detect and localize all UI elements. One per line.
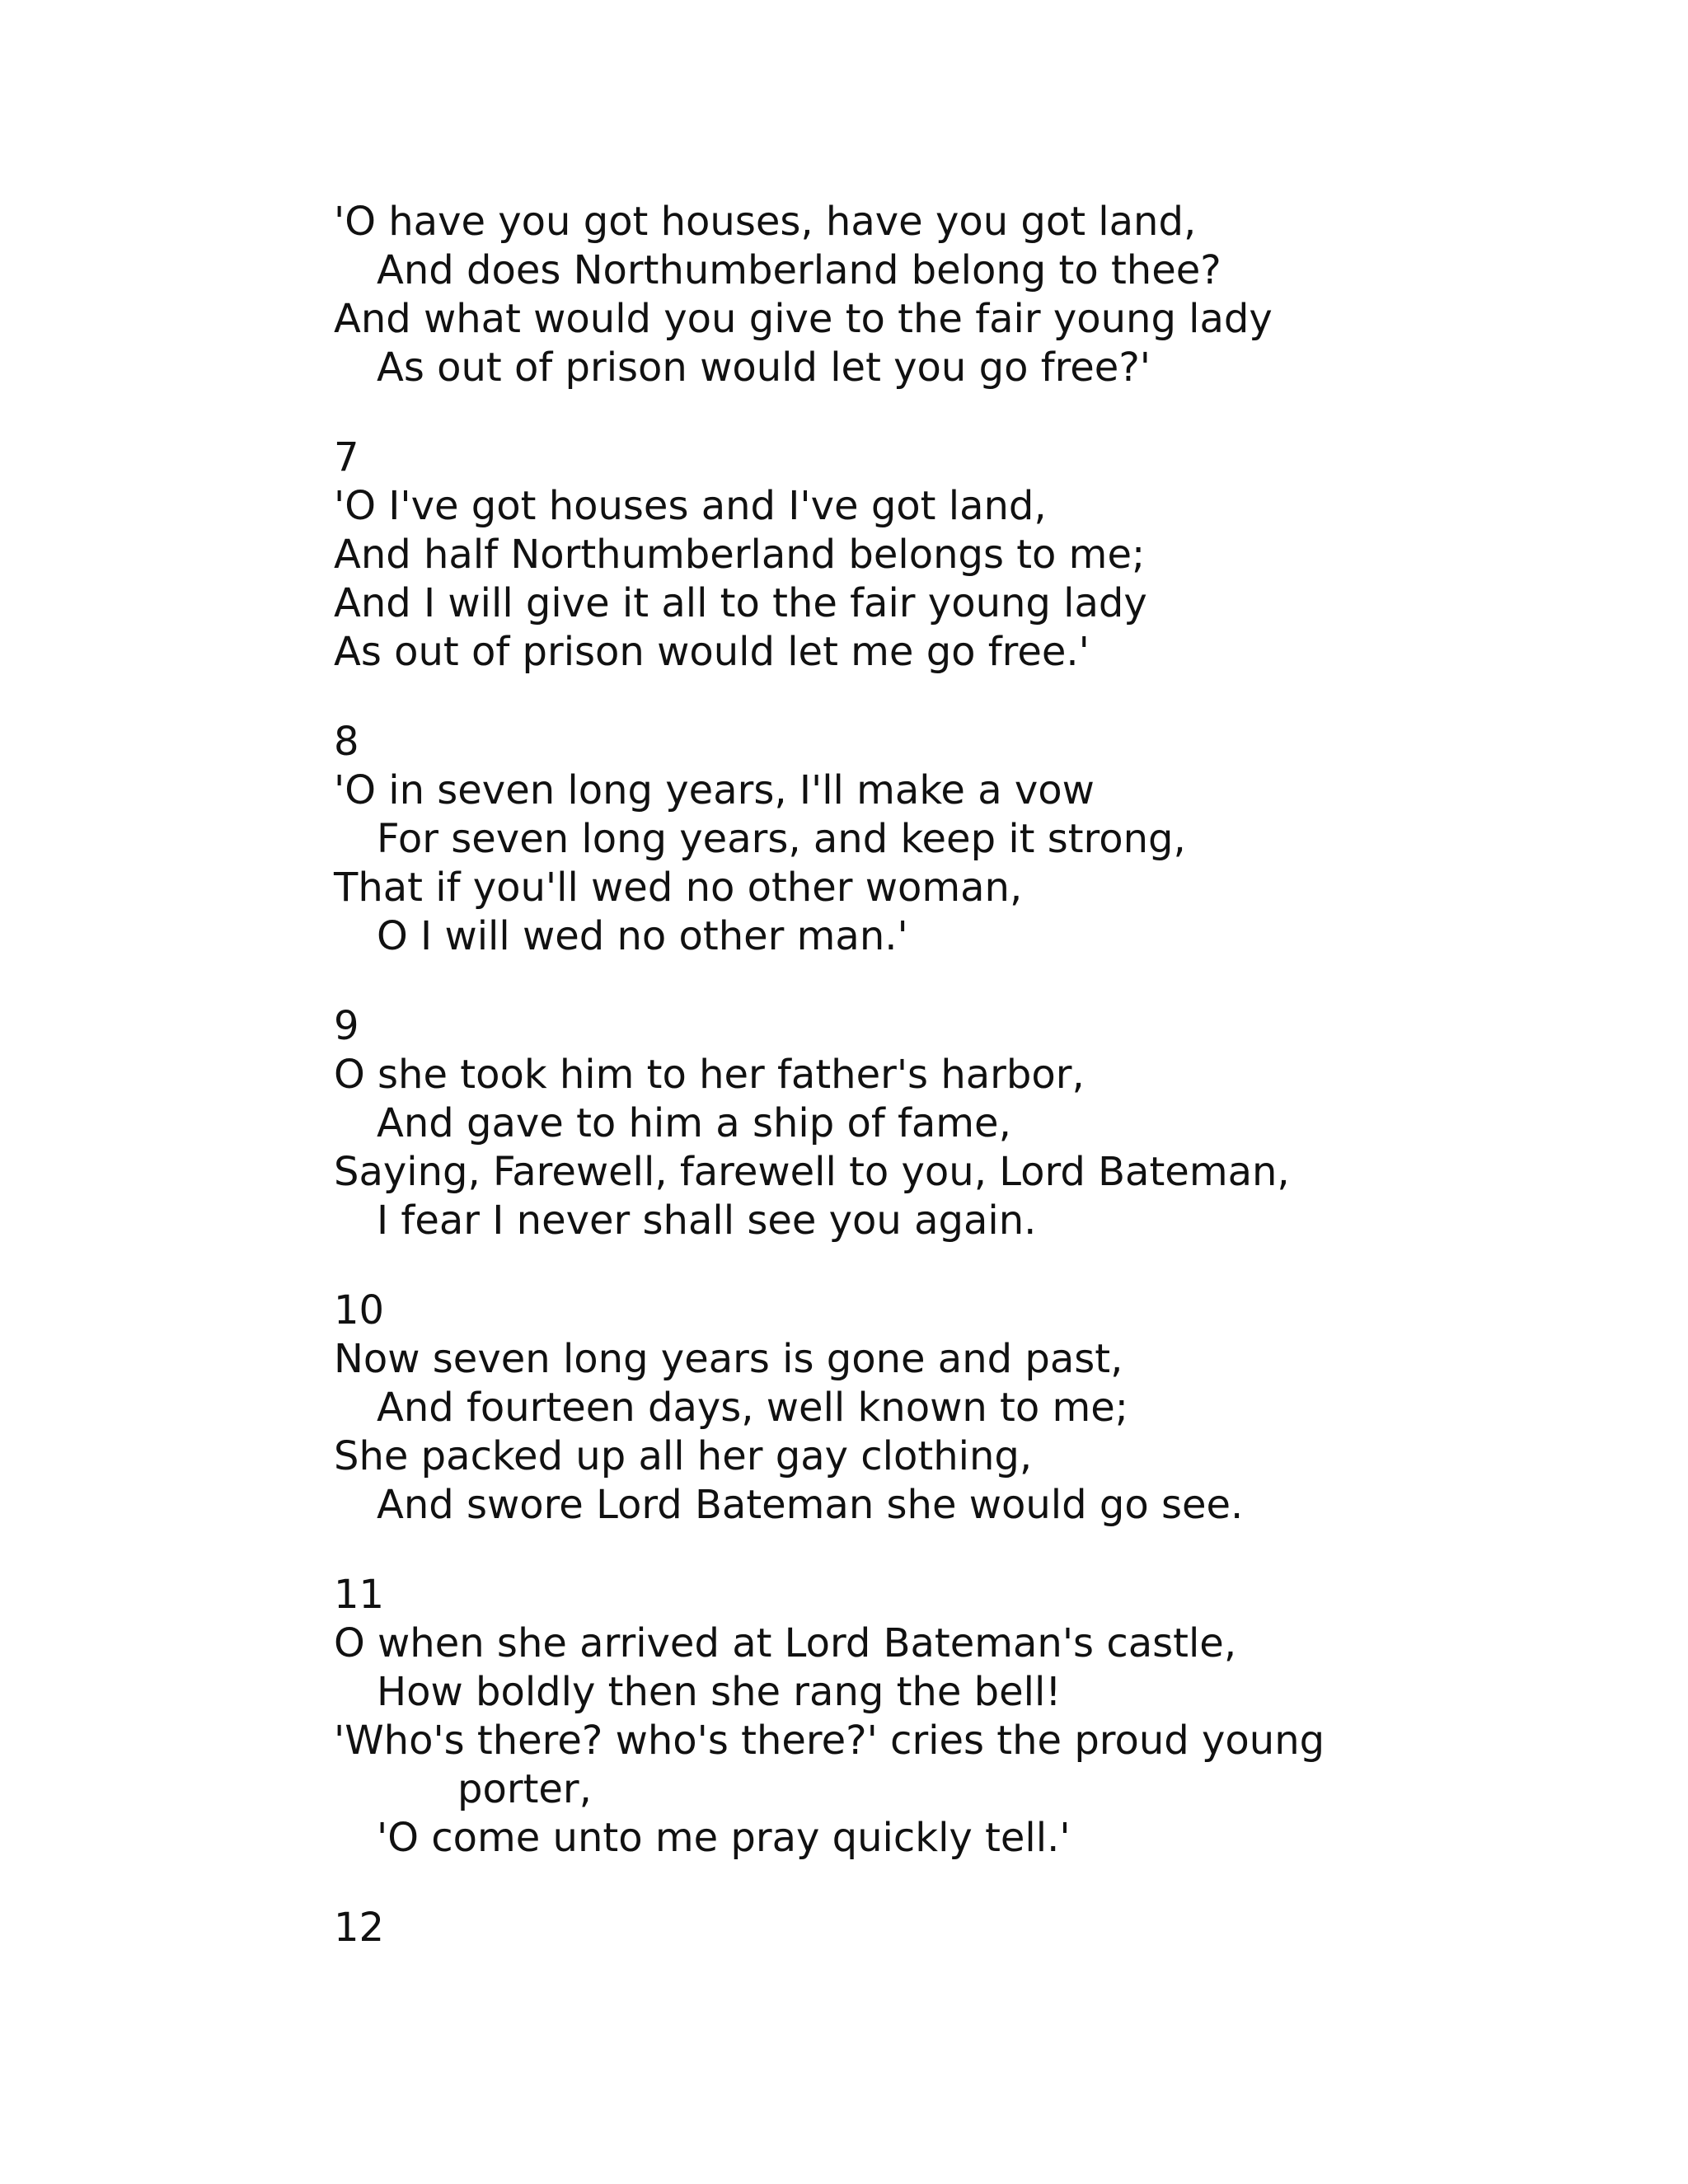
stanza-number: 7 [334, 434, 359, 480]
verse-line: And half Northumberland belongs to me; [334, 532, 1146, 578]
verse-line: That if you'll wed no other woman, [334, 865, 1023, 911]
verse-line: And fourteen days, well known to me; [377, 1385, 1128, 1431]
stanza-8 [334, 718, 1570, 961]
stanza-number: 12 [334, 1905, 385, 1951]
verse-line: O when she arrived at Lord Bateman's castle, [334, 1620, 1237, 1666]
stanza-7 [334, 434, 1570, 677]
stanza-9 [334, 1002, 1570, 1245]
verse-line: She packed up all her gay clothing, [334, 1433, 1033, 1479]
verse-line: And I will give it all to the fair young lady [334, 580, 1147, 626]
stanza-6-continuation [334, 198, 1570, 392]
verse-line: And what would you give to the fair young lady [334, 296, 1273, 342]
verse-line: 'Who's there? who's there?' cries the proud young [334, 1718, 1325, 1764]
stanza-11 [334, 1571, 1570, 1863]
stanza-number: 11 [334, 1572, 385, 1618]
verse-line: Saying, Farewell, farewell to you, Lord Bateman, [334, 1149, 1290, 1195]
stanza-number: 10 [334, 1287, 385, 1333]
verse-line: And swore Lord Bateman she would go see. [377, 1482, 1244, 1528]
verse-line: How boldly then she rang the bell! [377, 1669, 1062, 1715]
stanza-number: 9 [334, 1003, 359, 1049]
stanza-10 [334, 1286, 1570, 1530]
verse-line: 'O have you got houses, have you got land, [334, 199, 1197, 245]
verse-line: I fear I never shall see you again. [377, 1197, 1037, 1244]
verse-line: And does Northumberland belong to thee? [377, 247, 1221, 293]
verse-line: And gave to him a ship of fame, [377, 1100, 1011, 1146]
verse-line: O she took him to her father's harbor, [334, 1052, 1085, 1098]
verse-line: 'O come unto me pray quickly tell.' [377, 1815, 1071, 1861]
verse-line: 'O I've got houses and I've got land, [334, 483, 1047, 529]
stanza-number: 8 [334, 719, 359, 765]
stanza-12 [334, 1904, 1570, 1952]
verse-line: O I will wed no other man.' [377, 913, 908, 959]
verse-line: 'O in seven long years, I'll make a vow [334, 767, 1095, 813]
verse-line: Now seven long years is gone and past, [334, 1336, 1123, 1382]
ballad-text [334, 198, 1570, 1994]
verse-line-wrapped: porter, [457, 1766, 592, 1812]
verse-line: As out of prison would let me go free.' [334, 629, 1090, 675]
verse-line: For seven long years, and keep it strong, [377, 816, 1186, 862]
verse-line: As out of prison would let you go free?' [377, 344, 1151, 391]
